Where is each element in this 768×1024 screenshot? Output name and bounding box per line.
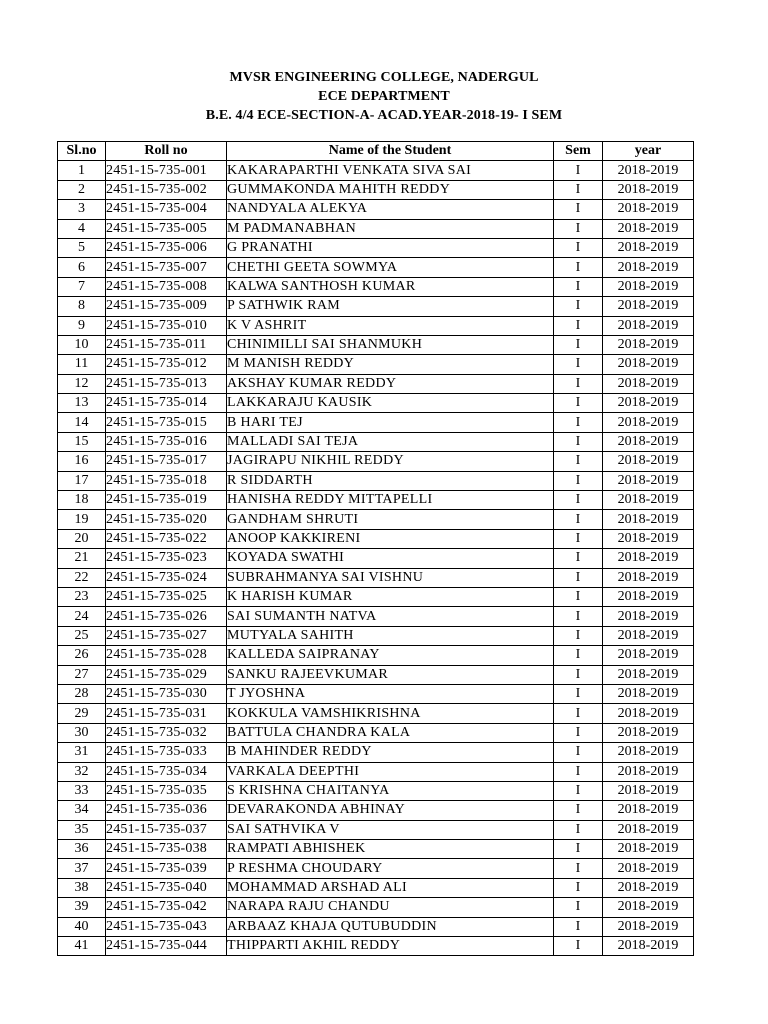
cell-sem: I [554, 452, 603, 471]
cell-sem: I [554, 180, 603, 199]
table-row [58, 238, 694, 257]
cell-sem: I [554, 762, 603, 781]
table-row [58, 859, 694, 878]
cell-student-name: RAMPATI ABHISHEK [227, 840, 554, 859]
table-row [58, 801, 694, 820]
cell-year: 2018-2019 [603, 432, 694, 451]
cell-rollno: 2451-15-735-015 [106, 413, 227, 432]
cell-student-name: KOKKULA VAMSHIKRISHNA [227, 704, 554, 723]
cell-sem: I [554, 238, 603, 257]
cell-sem: I [554, 316, 603, 335]
cell-sem: I [554, 277, 603, 296]
cell-rollno: 2451-15-735-038 [106, 840, 227, 859]
table-row [58, 743, 694, 762]
table-row [58, 335, 694, 354]
cell-year: 2018-2019 [603, 452, 694, 471]
cell-sem: I [554, 335, 603, 354]
department-name: ECE DEPARTMENT [318, 89, 450, 104]
cell-slno: 7 [58, 277, 106, 296]
cell-rollno: 2451-15-735-031 [106, 704, 227, 723]
cell-sem: I [554, 529, 603, 548]
cell-sem: I [554, 568, 603, 587]
cell-student-name: AKSHAY KUMAR REDDY [227, 374, 554, 393]
table-row [58, 607, 694, 626]
cell-student-name: NANDYALA ALEKYA [227, 200, 554, 219]
table-row [58, 937, 694, 956]
cell-rollno: 2451-15-735-020 [106, 510, 227, 529]
cell-slno: 20 [58, 529, 106, 548]
cell-sem: I [554, 781, 603, 800]
cell-student-name: B HARI TEJ [227, 413, 554, 432]
cell-sem: I [554, 607, 603, 626]
cell-year: 2018-2019 [603, 704, 694, 723]
cell-slno: 28 [58, 684, 106, 703]
table-row [58, 219, 694, 238]
cell-slno: 23 [58, 587, 106, 606]
cell-year: 2018-2019 [603, 161, 694, 180]
cell-year: 2018-2019 [603, 898, 694, 917]
cell-rollno: 2451-15-735-014 [106, 394, 227, 413]
cell-rollno: 2451-15-735-007 [106, 258, 227, 277]
cell-sem: I [554, 665, 603, 684]
cell-rollno: 2451-15-735-009 [106, 297, 227, 316]
cell-slno: 34 [58, 801, 106, 820]
cell-slno: 40 [58, 917, 106, 936]
cell-slno: 10 [58, 335, 106, 354]
table-row [58, 529, 694, 548]
cell-slno: 32 [58, 762, 106, 781]
cell-student-name: SAI SUMANTH NATVA [227, 607, 554, 626]
cell-sem: I [554, 355, 603, 374]
cell-slno: 27 [58, 665, 106, 684]
cell-slno: 12 [58, 374, 106, 393]
table-row [58, 413, 694, 432]
table-row [58, 316, 694, 335]
cell-sem: I [554, 917, 603, 936]
cell-rollno: 2451-15-735-033 [106, 743, 227, 762]
cell-year: 2018-2019 [603, 801, 694, 820]
cell-year: 2018-2019 [603, 258, 694, 277]
cell-sem: I [554, 723, 603, 742]
cell-year: 2018-2019 [603, 510, 694, 529]
cell-student-name: KALLEDA SAIPRANAY [227, 646, 554, 665]
cell-year: 2018-2019 [603, 549, 694, 568]
table-row [58, 432, 694, 451]
cell-year: 2018-2019 [603, 297, 694, 316]
cell-rollno: 2451-15-735-022 [106, 529, 227, 548]
table-row [58, 781, 694, 800]
cell-sem: I [554, 413, 603, 432]
cell-year: 2018-2019 [603, 335, 694, 354]
cell-rollno: 2451-15-735-019 [106, 491, 227, 510]
cell-student-name: P RESHMA CHOUDARY [227, 859, 554, 878]
cell-sem: I [554, 820, 603, 839]
cell-sem: I [554, 432, 603, 451]
cell-rollno: 2451-15-735-013 [106, 374, 227, 393]
cell-student-name: VARKALA DEEPTHI [227, 762, 554, 781]
table-row [58, 549, 694, 568]
cell-sem: I [554, 510, 603, 529]
column-header-slno: Sl.no [58, 142, 106, 161]
cell-student-name: M MANISH REDDY [227, 355, 554, 374]
cell-rollno: 2451-15-735-006 [106, 238, 227, 257]
cell-rollno: 2451-15-735-017 [106, 452, 227, 471]
cell-rollno: 2451-15-735-040 [106, 878, 227, 897]
cell-student-name: ARBAAZ KHAJA QUTUBUDDIN [227, 917, 554, 936]
table-row [58, 452, 694, 471]
cell-rollno: 2451-15-735-036 [106, 801, 227, 820]
cell-student-name: LAKKARAJU KAUSIK [227, 394, 554, 413]
cell-rollno: 2451-15-735-011 [106, 335, 227, 354]
cell-year: 2018-2019 [603, 607, 694, 626]
cell-student-name: JAGIRAPU NIKHIL REDDY [227, 452, 554, 471]
cell-student-name: B MAHINDER REDDY [227, 743, 554, 762]
table-row [58, 471, 694, 490]
cell-rollno: 2451-15-735-034 [106, 762, 227, 781]
cell-slno: 19 [58, 510, 106, 529]
table-row [58, 297, 694, 316]
table-row [58, 704, 694, 723]
cell-student-name: SAI SATHVIKA V [227, 820, 554, 839]
table-row [58, 394, 694, 413]
cell-slno: 14 [58, 413, 106, 432]
cell-slno: 21 [58, 549, 106, 568]
cell-year: 2018-2019 [603, 180, 694, 199]
cell-student-name: K HARISH KUMAR [227, 587, 554, 606]
cell-year: 2018-2019 [603, 587, 694, 606]
cell-rollno: 2451-15-735-001 [106, 161, 227, 180]
cell-slno: 22 [58, 568, 106, 587]
table-row [58, 355, 694, 374]
cell-student-name: MALLADI SAI TEJA [227, 432, 554, 451]
cell-student-name: MOHAMMAD ARSHAD ALI [227, 878, 554, 897]
cell-slno: 38 [58, 878, 106, 897]
cell-year: 2018-2019 [603, 568, 694, 587]
cell-sem: I [554, 374, 603, 393]
cell-sem: I [554, 549, 603, 568]
cell-student-name: KALWA SANTHOSH KUMAR [227, 277, 554, 296]
cell-student-name: NARAPA RAJU CHANDU [227, 898, 554, 917]
table-row [58, 587, 694, 606]
table-row [58, 723, 694, 742]
cell-slno: 39 [58, 898, 106, 917]
cell-sem: I [554, 840, 603, 859]
cell-sem: I [554, 801, 603, 820]
cell-year: 2018-2019 [603, 684, 694, 703]
cell-year: 2018-2019 [603, 491, 694, 510]
cell-rollno: 2451-15-735-008 [106, 277, 227, 296]
cell-year: 2018-2019 [603, 840, 694, 859]
column-header-rollno: Roll no [106, 142, 227, 161]
college-name: MVSR ENGINEERING COLLEGE, NADERGUL [229, 70, 539, 85]
cell-sem: I [554, 297, 603, 316]
cell-rollno: 2451-15-735-027 [106, 626, 227, 645]
cell-year: 2018-2019 [603, 219, 694, 238]
document-header [0, 68, 768, 125]
cell-rollno: 2451-15-735-026 [106, 607, 227, 626]
cell-slno: 41 [58, 937, 106, 956]
cell-slno: 18 [58, 491, 106, 510]
cell-year: 2018-2019 [603, 626, 694, 645]
cell-student-name: P SATHWIK RAM [227, 297, 554, 316]
section-title: B.E. 4/4 ECE-SECTION-A- ACAD.YEAR-2018-19- I SEM [205, 108, 563, 123]
cell-rollno: 2451-15-735-016 [106, 432, 227, 451]
table-row [58, 258, 694, 277]
student-roster-table [57, 141, 694, 956]
cell-slno: 11 [58, 355, 106, 374]
cell-slno: 17 [58, 471, 106, 490]
cell-year: 2018-2019 [603, 937, 694, 956]
cell-slno: 1 [58, 161, 106, 180]
cell-year: 2018-2019 [603, 762, 694, 781]
cell-year: 2018-2019 [603, 665, 694, 684]
cell-year: 2018-2019 [603, 316, 694, 335]
table-row [58, 161, 694, 180]
cell-sem: I [554, 878, 603, 897]
table-row [58, 491, 694, 510]
table-row [58, 374, 694, 393]
cell-student-name: HANISHA REDDY MITTAPELLI [227, 491, 554, 510]
cell-rollno: 2451-15-735-002 [106, 180, 227, 199]
cell-student-name: THIPPARTI AKHIL REDDY [227, 937, 554, 956]
column-header-year: year [603, 142, 694, 161]
cell-slno: 13 [58, 394, 106, 413]
cell-year: 2018-2019 [603, 200, 694, 219]
table-header-row [58, 142, 694, 161]
cell-year: 2018-2019 [603, 277, 694, 296]
cell-sem: I [554, 394, 603, 413]
cell-year: 2018-2019 [603, 878, 694, 897]
column-header-name: Name of the Student [227, 142, 554, 161]
table-row [58, 180, 694, 199]
cell-year: 2018-2019 [603, 820, 694, 839]
cell-slno: 16 [58, 452, 106, 471]
cell-slno: 15 [58, 432, 106, 451]
cell-slno: 31 [58, 743, 106, 762]
cell-year: 2018-2019 [603, 238, 694, 257]
table-body [58, 161, 694, 956]
table-row [58, 510, 694, 529]
cell-year: 2018-2019 [603, 471, 694, 490]
cell-rollno: 2451-15-735-039 [106, 859, 227, 878]
cell-student-name: GUMMAKONDA MAHITH REDDY [227, 180, 554, 199]
cell-year: 2018-2019 [603, 743, 694, 762]
cell-student-name: M PADMANABHAN [227, 219, 554, 238]
cell-sem: I [554, 937, 603, 956]
cell-sem: I [554, 684, 603, 703]
cell-student-name: S KRISHNA CHAITANYA [227, 781, 554, 800]
cell-slno: 36 [58, 840, 106, 859]
cell-sem: I [554, 743, 603, 762]
table-row [58, 626, 694, 645]
cell-year: 2018-2019 [603, 413, 694, 432]
cell-rollno: 2451-15-735-030 [106, 684, 227, 703]
cell-student-name: KOYADA SWATHI [227, 549, 554, 568]
cell-sem: I [554, 161, 603, 180]
cell-student-name: SANKU RAJEEVKUMAR [227, 665, 554, 684]
cell-student-name: ANOOP KAKKIRENI [227, 529, 554, 548]
cell-sem: I [554, 626, 603, 645]
table-row [58, 878, 694, 897]
cell-rollno: 2451-15-735-005 [106, 219, 227, 238]
cell-sem: I [554, 200, 603, 219]
cell-slno: 4 [58, 219, 106, 238]
cell-student-name: CHINIMILLI SAI SHANMUKH [227, 335, 554, 354]
cell-student-name: BATTULA CHANDRA KALA [227, 723, 554, 742]
cell-year: 2018-2019 [603, 723, 694, 742]
cell-slno: 6 [58, 258, 106, 277]
cell-slno: 9 [58, 316, 106, 335]
cell-rollno: 2451-15-735-042 [106, 898, 227, 917]
cell-sem: I [554, 859, 603, 878]
cell-slno: 29 [58, 704, 106, 723]
table-row [58, 568, 694, 587]
cell-rollno: 2451-15-735-032 [106, 723, 227, 742]
cell-rollno: 2451-15-735-029 [106, 665, 227, 684]
table-row [58, 200, 694, 219]
cell-student-name: T JYOSHNA [227, 684, 554, 703]
cell-student-name: KAKARAPARTHI VENKATA SIVA SAI [227, 161, 554, 180]
cell-rollno: 2451-15-735-024 [106, 568, 227, 587]
cell-student-name: SUBRAHMANYA SAI VISHNU [227, 568, 554, 587]
cell-slno: 35 [58, 820, 106, 839]
cell-rollno: 2451-15-735-044 [106, 937, 227, 956]
cell-sem: I [554, 219, 603, 238]
cell-year: 2018-2019 [603, 394, 694, 413]
cell-year: 2018-2019 [603, 529, 694, 548]
table-row [58, 820, 694, 839]
table-row [58, 898, 694, 917]
cell-rollno: 2451-15-735-010 [106, 316, 227, 335]
column-header-sem: Sem [554, 142, 603, 161]
cell-rollno: 2451-15-735-023 [106, 549, 227, 568]
cell-student-name: G PRANATHI [227, 238, 554, 257]
table-row [58, 840, 694, 859]
cell-year: 2018-2019 [603, 917, 694, 936]
cell-slno: 5 [58, 238, 106, 257]
cell-slno: 3 [58, 200, 106, 219]
cell-sem: I [554, 704, 603, 723]
cell-sem: I [554, 471, 603, 490]
cell-slno: 26 [58, 646, 106, 665]
cell-slno: 2 [58, 180, 106, 199]
cell-sem: I [554, 587, 603, 606]
table-row [58, 762, 694, 781]
cell-year: 2018-2019 [603, 646, 694, 665]
cell-sem: I [554, 646, 603, 665]
cell-rollno: 2451-15-735-004 [106, 200, 227, 219]
cell-year: 2018-2019 [603, 781, 694, 800]
table-row [58, 917, 694, 936]
cell-slno: 30 [58, 723, 106, 742]
cell-rollno: 2451-15-735-025 [106, 587, 227, 606]
table-row [58, 684, 694, 703]
table-row [58, 277, 694, 296]
cell-rollno: 2451-15-735-037 [106, 820, 227, 839]
cell-student-name: GANDHAM SHRUTI [227, 510, 554, 529]
cell-rollno: 2451-15-735-018 [106, 471, 227, 490]
cell-student-name: R SIDDARTH [227, 471, 554, 490]
cell-sem: I [554, 898, 603, 917]
cell-student-name: MUTYALA SAHITH [227, 626, 554, 645]
cell-sem: I [554, 258, 603, 277]
cell-rollno: 2451-15-735-035 [106, 781, 227, 800]
cell-slno: 24 [58, 607, 106, 626]
cell-student-name: K V ASHRIT [227, 316, 554, 335]
cell-year: 2018-2019 [603, 859, 694, 878]
cell-sem: I [554, 491, 603, 510]
table-row [58, 646, 694, 665]
cell-rollno: 2451-15-735-012 [106, 355, 227, 374]
cell-year: 2018-2019 [603, 355, 694, 374]
cell-slno: 8 [58, 297, 106, 316]
cell-year: 2018-2019 [603, 374, 694, 393]
cell-student-name: CHETHI GEETA SOWMYA [227, 258, 554, 277]
cell-rollno: 2451-15-735-028 [106, 646, 227, 665]
cell-slno: 37 [58, 859, 106, 878]
table-row [58, 665, 694, 684]
cell-slno: 33 [58, 781, 106, 800]
cell-slno: 25 [58, 626, 106, 645]
cell-rollno: 2451-15-735-043 [106, 917, 227, 936]
cell-student-name: DEVARAKONDA ABHINAY [227, 801, 554, 820]
